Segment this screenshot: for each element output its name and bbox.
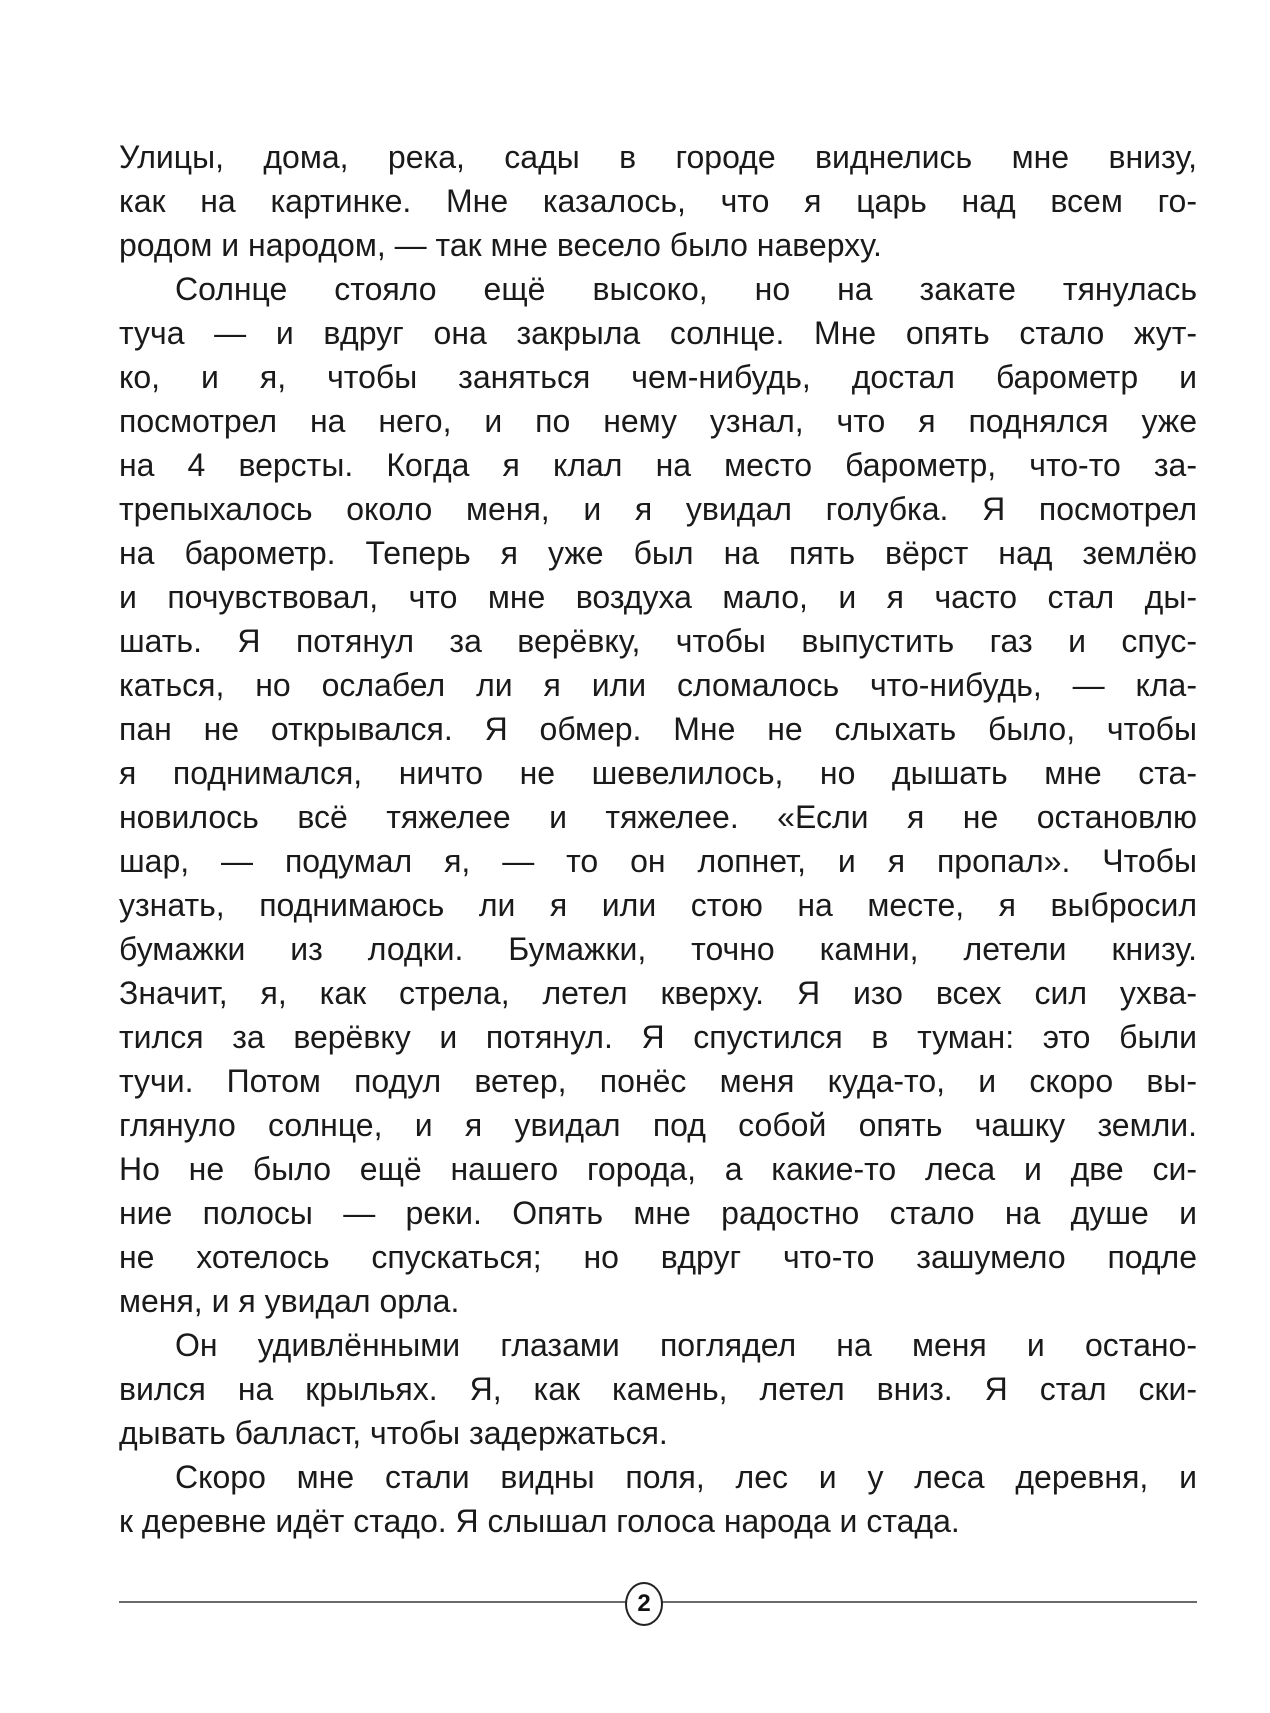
paragraph <box>119 267 1197 1323</box>
text-line: бумажки из лодки. Бумажки, точно камни, летели книзу. <box>119 931 1197 967</box>
paragraph <box>119 135 1197 267</box>
text-line: новилось всё тяжелее и тяжелее. «Если я не остановлю <box>119 799 1197 835</box>
text-line: я поднимался, ничто не шевелилось, но дышать мне ста- <box>119 755 1197 791</box>
text-line: Улицы, дома, река, сады в городе виднелись мне внизу, <box>119 139 1197 175</box>
text-line: тучи. Потом подул ветер, понёс меня куда-то, и скоро вы- <box>119 1063 1197 1099</box>
paragraph <box>119 1323 1197 1455</box>
text-line: к деревне идёт стадо. Я слышал голоса народа и стада. <box>119 1503 960 1539</box>
text-line: Но не было ещё нашего города, а какие-то леса и две си- <box>119 1151 1197 1187</box>
page-body-text <box>119 135 1197 1543</box>
text-line: туча — и вдруг она закрыла солнце. Мне опять стало жут- <box>119 315 1197 351</box>
text-line: ко, и я, чтобы заняться чем-нибудь, достал барометр и <box>119 359 1197 395</box>
text-line: шар, — подумал я, — то он лопнет, и я пропал». Чтобы <box>119 843 1197 879</box>
text-line: дывать балласт, чтобы задержаться. <box>119 1415 668 1451</box>
text-line: тился за верёвку и потянул. Я спустился в туман: это были <box>119 1019 1197 1055</box>
text-line: на барометр. Теперь я уже был на пять вёрст над землёю <box>119 535 1197 571</box>
text-line: каться, но ослабел ли я или сломалось что-нибудь, — кла- <box>119 667 1197 703</box>
text-line: ние полосы — реки. Опять мне радостно стало на душе и <box>119 1195 1197 1231</box>
text-line: Солнце стояло ещё высоко, но на закате тянулась <box>175 271 1197 307</box>
text-line: и почувствовал, что мне воздуха мало, и я часто стал ды- <box>119 579 1197 615</box>
text-line: вился на крыльях. Я, как камень, летел вниз. Я стал ски- <box>119 1371 1197 1407</box>
text-line: Скоро мне стали видны поля, лес и у леса деревня, и <box>175 1459 1197 1495</box>
text-line: меня, и я увидал орла. <box>119 1283 460 1319</box>
text-line: как на картинке. Мне казалось, что я царь над всем го- <box>119 183 1197 219</box>
text-line: глянуло солнце, и я увидал под собой опять чашку земли. <box>119 1107 1197 1143</box>
text-line: Он удивлёнными глазами поглядел на меня и остано- <box>175 1327 1197 1363</box>
text-line: Значит, я, как стрела, летел кверху. Я изо всех сил ухва- <box>119 975 1197 1011</box>
text-line: трепыхалось около меня, и я увидал голубка. Я посмотрел <box>119 491 1197 527</box>
text-line: на 4 версты. Когда я клал на место барометр, что-то за- <box>119 447 1197 483</box>
text-line: посмотрел на него, и по нему узнал, что я поднялся уже <box>119 403 1197 439</box>
text-line: шать. Я потянул за верёвку, чтобы выпустить газ и спус- <box>119 623 1197 659</box>
page-number: 2 <box>625 1582 663 1626</box>
text-line: узнать, поднимаюсь ли я или стою на месте, я выбросил <box>119 887 1197 923</box>
text-line: родом и народом, — так мне весело было наверху. <box>119 227 882 263</box>
paragraph <box>119 1455 1197 1543</box>
text-line: не хотелось спускаться; но вдруг что-то зашумело подле <box>119 1239 1197 1275</box>
text-line: пан не открывался. Я обмер. Мне не слыхать было, чтобы <box>119 711 1197 747</box>
